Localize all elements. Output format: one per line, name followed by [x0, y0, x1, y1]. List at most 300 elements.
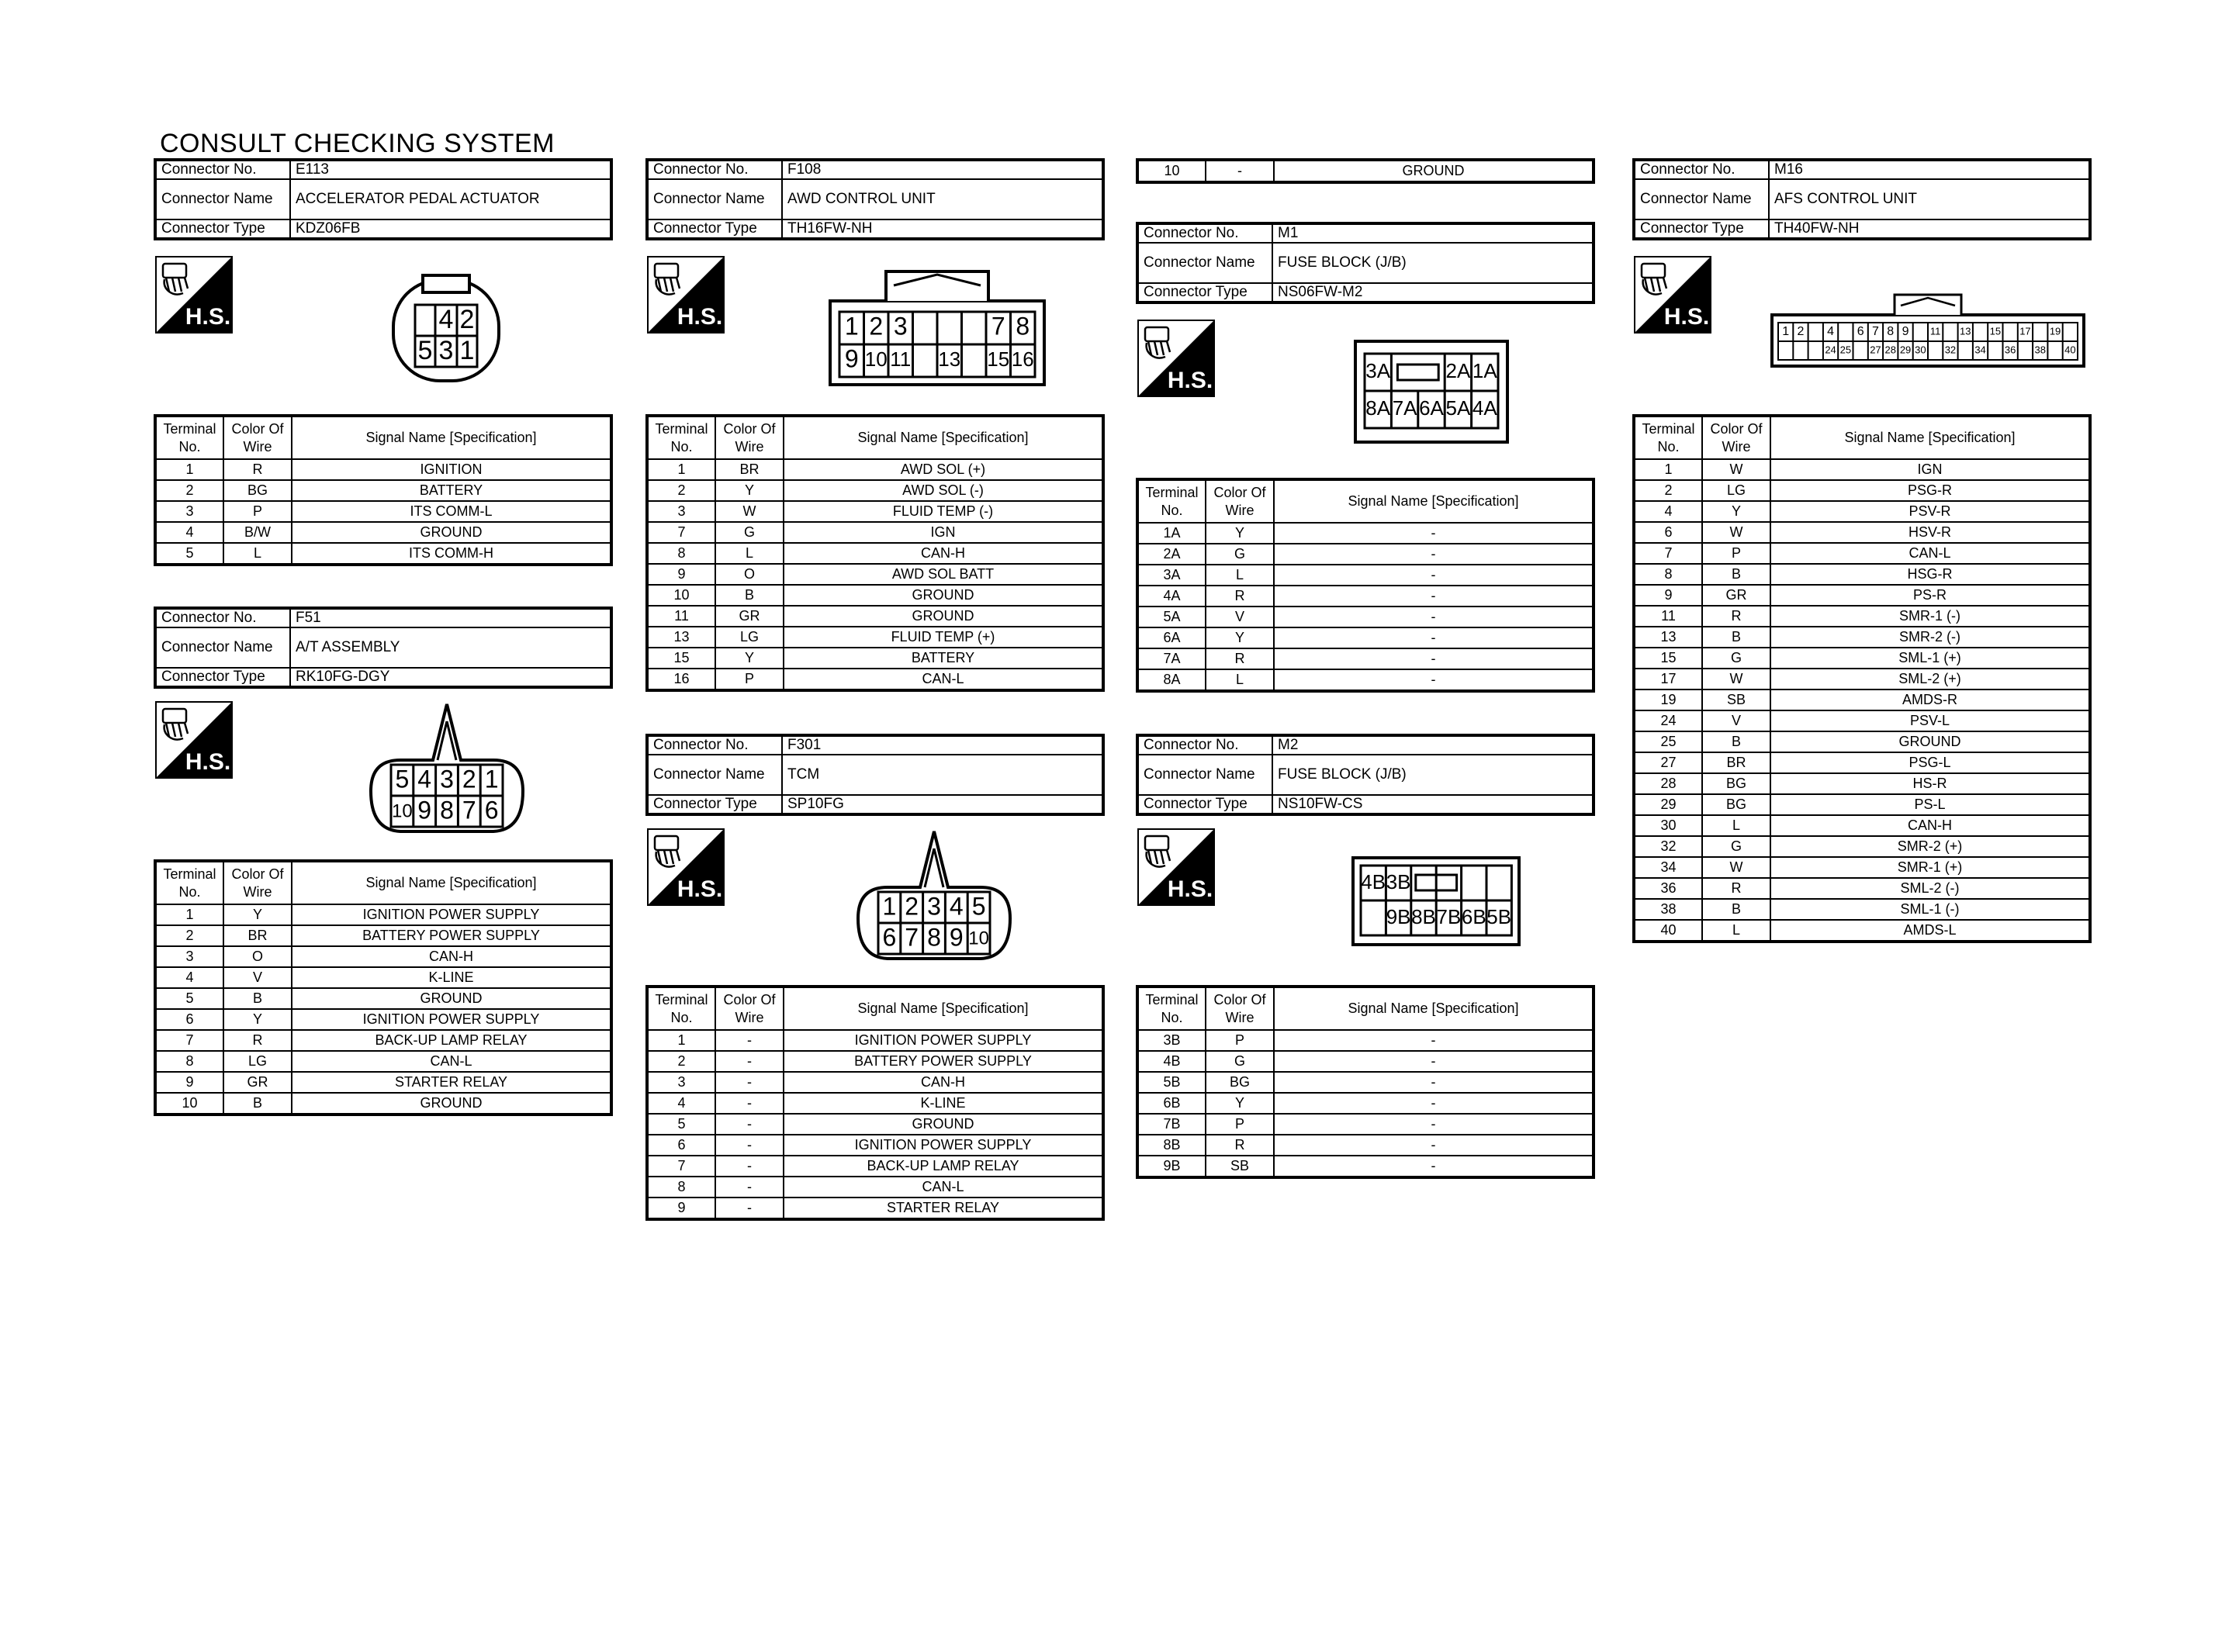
signal-name: PS-R [1770, 585, 2090, 606]
wire-color: Y [1206, 1093, 1274, 1114]
terminal-no: 36 [1634, 878, 1702, 899]
terminal-no: 4 [1634, 501, 1702, 522]
pin-label: 11 [890, 347, 912, 371]
terminal-no: 3A [1137, 565, 1206, 586]
page-title: CONSULT CHECKING SYSTEM [160, 129, 555, 158]
pin-label: 29 [1899, 344, 1912, 356]
wire-color: BG [1702, 773, 1770, 794]
pin-label: 16 [1011, 347, 1034, 371]
pin-label: 1A [1472, 358, 1497, 382]
wire-color: V [223, 967, 292, 988]
label-connector-name: Connector Name [155, 627, 290, 668]
connector-type: NS10FW-CS [1272, 795, 1594, 814]
terminal-no: 4 [155, 967, 223, 988]
table-row [647, 1093, 1103, 1114]
table-row [155, 501, 611, 522]
th-color: Color Of Wire [715, 987, 784, 1030]
pin-label: 6B [1461, 904, 1486, 928]
table-row [1137, 565, 1594, 586]
pin-label: 24 [1825, 344, 1836, 356]
th-signal: Signal Name [Specification] [784, 416, 1103, 459]
wire-color: - [715, 1198, 784, 1219]
signal-name: IGN [784, 522, 1103, 543]
table-row [155, 480, 611, 501]
signal-name: GROUND [784, 585, 1103, 606]
terminal-no: 6A [1137, 627, 1206, 648]
wire-color: P [1206, 1114, 1274, 1135]
pin-label: 8B [1411, 904, 1436, 928]
th-terminal: Terminal No. [647, 416, 715, 459]
table-row [647, 459, 1103, 480]
connector-no: M2 [1272, 735, 1594, 755]
connector-diagram-m16 [1770, 292, 2085, 369]
label-connector-no: Connector No. [1634, 160, 1769, 179]
terminal-no: 7 [1634, 543, 1702, 564]
wire-color: B [1702, 564, 1770, 585]
pin-label: 5 [417, 335, 433, 365]
signal-name: GROUND [1274, 160, 1594, 182]
wire-color: W [1702, 669, 1770, 689]
table-row [155, 967, 611, 988]
terminal-no: 2 [1634, 480, 1702, 501]
terminal-no: 10 [647, 585, 715, 606]
wire-color: W [1702, 522, 1770, 543]
wire-color: L [715, 543, 784, 564]
table-row [647, 501, 1103, 522]
terminal-no: 5 [155, 988, 223, 1009]
table-row [1634, 773, 2090, 794]
connector-header-e113 [154, 158, 613, 240]
wire-color: Y [1206, 523, 1274, 544]
pin-label: 3 [893, 312, 908, 340]
terminal-no: 3B [1137, 1030, 1206, 1051]
wire-color: G [1702, 648, 1770, 669]
table-row [647, 1072, 1103, 1093]
terminal-no: 8 [155, 1051, 223, 1072]
pin-label: 30 [1915, 344, 1926, 356]
pin-label: 2 [459, 304, 475, 334]
wire-color: O [223, 946, 292, 967]
terminal-no: 5A [1137, 607, 1206, 627]
wire-color: R [1206, 586, 1274, 607]
signal-name: GROUND [784, 1114, 1103, 1135]
terminal-no: 7 [647, 1156, 715, 1177]
table-row [647, 1114, 1103, 1135]
terminal-no: 5 [155, 543, 223, 565]
connector-type: NS06FW-M2 [1272, 283, 1594, 302]
signal-name: BATTERY POWER SUPPLY [784, 1051, 1103, 1072]
table-row [1137, 1051, 1594, 1072]
pin-label: 19 [2049, 325, 2061, 337]
table-row [1137, 1030, 1594, 1051]
terminal-no: 1 [647, 1030, 715, 1051]
pin-label: 2 [905, 892, 919, 921]
connector-name: ACCELERATOR PEDAL ACTUATOR [290, 179, 611, 219]
wire-color: Y [223, 904, 292, 925]
pin-label: 9 [1902, 325, 1909, 339]
terminal-no: 1A [1137, 523, 1206, 544]
wire-color: B/W [223, 522, 292, 543]
terminal-no: 13 [1634, 627, 1702, 648]
signal-name: IGNITION POWER SUPPLY [292, 1009, 611, 1030]
wire-color: R [1206, 648, 1274, 669]
table-row [1634, 501, 2090, 522]
th-terminal: Terminal No. [155, 861, 223, 904]
terminal-no: 16 [647, 669, 715, 690]
table-row [647, 1051, 1103, 1072]
wire-color: - [1206, 160, 1274, 182]
pin-label: 1 [459, 335, 475, 365]
hs-label: H.S. [1663, 304, 1710, 330]
connector-name: FUSE BLOCK (J/B) [1272, 755, 1594, 795]
label-connector-type: Connector Type [155, 219, 290, 239]
wire-color: - [715, 1030, 784, 1051]
label-connector-name: Connector Name [1137, 755, 1272, 795]
th-terminal: Terminal No. [155, 416, 223, 459]
signal-name: - [1274, 1051, 1594, 1072]
wire-color: L [1206, 565, 1274, 586]
wire-color: BR [1702, 752, 1770, 773]
label-connector-type: Connector Type [1137, 283, 1272, 302]
wire-color: B [223, 1093, 292, 1115]
signal-name: - [1274, 1135, 1594, 1156]
terminal-no: 6B [1137, 1093, 1206, 1114]
pin-label: 10 [864, 347, 888, 371]
signal-name: AWD SOL BATT [784, 564, 1103, 585]
pin-label: 4B [1361, 869, 1386, 893]
pin-label: 13 [1960, 325, 1971, 337]
label-connector-name: Connector Name [647, 755, 782, 795]
signal-name: STARTER RELAY [784, 1198, 1103, 1219]
harness-side-icon [155, 701, 233, 779]
label-connector-no: Connector No. [155, 608, 290, 627]
terminal-no: 13 [647, 627, 715, 648]
table-row [647, 543, 1103, 564]
pin-label: 4 [1827, 325, 1835, 339]
label-connector-no: Connector No. [647, 735, 782, 755]
signal-name: SML-1 (+) [1770, 648, 2090, 669]
signal-name: HS-R [1770, 773, 2090, 794]
terminal-no: 9 [647, 564, 715, 585]
signal-name: CAN-L [784, 1177, 1103, 1198]
signal-name: AWD SOL (-) [784, 480, 1103, 501]
pin-label: 4 [949, 892, 964, 921]
signal-name: BATTERY [292, 480, 611, 501]
signal-name: IGNITION POWER SUPPLY [784, 1135, 1103, 1156]
label-connector-type: Connector Type [647, 219, 782, 239]
signal-name: GROUND [292, 522, 611, 543]
connector-diagram-f301 [856, 825, 1012, 965]
pin-label: 25 [1839, 344, 1852, 356]
pin-label: 40 [2064, 344, 2076, 356]
pin-label: 1 [484, 765, 499, 793]
wire-color: BR [715, 459, 784, 480]
connector-no: M16 [1769, 160, 2090, 179]
table-row [1634, 480, 2090, 501]
terminal-no: 7 [155, 1030, 223, 1051]
hs-label: H.S. [185, 304, 231, 330]
pin-label: 36 [2004, 344, 2016, 356]
signal-name: - [1274, 544, 1594, 565]
label-connector-name: Connector Name [155, 179, 290, 219]
pin-label: 10 [392, 800, 413, 822]
terminal-no: 2 [155, 480, 223, 501]
terminal-no: 4A [1137, 586, 1206, 607]
wire-color: B [715, 585, 784, 606]
pin-label: 5 [395, 765, 410, 793]
label-connector-type: Connector Type [1137, 795, 1272, 814]
pin-label: 4 [438, 304, 454, 334]
pin-label: 34 [1974, 344, 1986, 356]
wire-color: R [1702, 606, 1770, 627]
signal-name: - [1274, 627, 1594, 648]
terminal-no: 2 [155, 925, 223, 946]
pin-label: 8 [1887, 325, 1895, 339]
table-row [1634, 836, 2090, 857]
connector-diagram-e113 [392, 274, 500, 382]
pin-label: 7 [991, 312, 1005, 340]
signal-name: BACK-UP LAMP RELAY [292, 1030, 611, 1051]
connector-no: M1 [1272, 223, 1594, 243]
wire-color: - [715, 1051, 784, 1072]
pin-label: 7A [1392, 396, 1417, 420]
wire-color: B [1702, 899, 1770, 920]
wire-color: Y [223, 1009, 292, 1030]
table-row [1634, 920, 2090, 942]
harness-side-icon [647, 256, 725, 334]
wire-color: GR [1702, 585, 1770, 606]
pin-label: 8 [440, 796, 454, 824]
wire-color: - [715, 1177, 784, 1198]
connector-type: KDZ06FB [290, 219, 611, 239]
table-row [1634, 585, 2090, 606]
table-row [1634, 689, 2090, 710]
table-row [1634, 459, 2090, 480]
hs-label: H.S. [1167, 876, 1213, 902]
wire-color: V [1702, 710, 1770, 731]
wire-color: L [1702, 815, 1770, 836]
connector-diagram-f51 [369, 698, 524, 838]
wire-color: L [223, 543, 292, 565]
wire-color: Y [715, 480, 784, 501]
signal-name: FLUID TEMP (-) [784, 501, 1103, 522]
hs-label: H.S. [1167, 368, 1213, 393]
connector-diagram-m2 [1351, 856, 1521, 946]
terminal-no: 9B [1137, 1156, 1206, 1177]
table-row [647, 627, 1103, 648]
signal-name: CAN-H [1770, 815, 2090, 836]
wire-color: - [715, 1072, 784, 1093]
wire-color: W [1702, 459, 1770, 480]
connector-name: AWD CONTROL UNIT [782, 179, 1103, 219]
terminal-no: 25 [1634, 731, 1702, 752]
table-row [1137, 627, 1594, 648]
connector-no: F108 [782, 160, 1103, 179]
signal-name: - [1274, 1072, 1594, 1093]
pin-label: 7 [462, 796, 476, 824]
terminal-no: 1 [155, 904, 223, 925]
terminal-no: 34 [1634, 857, 1702, 878]
label-connector-type: Connector Type [155, 668, 290, 687]
wire-color: SB [1702, 689, 1770, 710]
terminal-no: 5 [647, 1114, 715, 1135]
signal-name: PS-L [1770, 794, 2090, 815]
th-color: Color Of Wire [715, 416, 784, 459]
signal-name: IGNITION POWER SUPPLY [784, 1030, 1103, 1051]
wire-color: P [1206, 1030, 1274, 1051]
pin-label: 17 [2019, 325, 2031, 337]
pin-label: 10 [968, 928, 989, 949]
table-row [1137, 523, 1594, 544]
table-row [155, 1051, 611, 1072]
terminal-no: 7B [1137, 1114, 1206, 1135]
table-row [1634, 648, 2090, 669]
table-row [1634, 857, 2090, 878]
signal-name: IGNITION POWER SUPPLY [292, 904, 611, 925]
wire-color: W [1702, 857, 1770, 878]
pin-label: 1 [1782, 325, 1790, 339]
terminal-no: 29 [1634, 794, 1702, 815]
signal-name: - [1274, 565, 1594, 586]
signal-name: - [1274, 586, 1594, 607]
table-row [155, 1030, 611, 1051]
table-row [647, 648, 1103, 669]
signal-table-f301 [645, 985, 1105, 1221]
harness-side-icon [1137, 320, 1215, 397]
wire-color: G [1702, 836, 1770, 857]
table-row [1634, 878, 2090, 899]
terminal-no: 32 [1634, 836, 1702, 857]
pin-label: 3 [438, 335, 454, 365]
signal-name: SMR-1 (-) [1770, 606, 2090, 627]
wire-color: R [1206, 1135, 1274, 1156]
table-row [155, 1072, 611, 1093]
pin-label: 1 [844, 312, 859, 340]
wire-color: W [715, 501, 784, 522]
signal-name: ITS COMM-H [292, 543, 611, 565]
table-row [1634, 606, 2090, 627]
connector-name: A/T ASSEMBLY [290, 627, 611, 668]
pin-label: 7B [1436, 904, 1462, 928]
terminal-no: 4 [155, 522, 223, 543]
table-row [1634, 669, 2090, 689]
hs-label: H.S. [677, 876, 723, 902]
wire-color: BG [1702, 794, 1770, 815]
terminal-no: 30 [1634, 815, 1702, 836]
wire-color: V [1206, 607, 1274, 627]
terminal-no: 8A [1137, 669, 1206, 691]
wire-color: L [1206, 669, 1274, 691]
table-row [1634, 522, 2090, 543]
wire-color: LG [223, 1051, 292, 1072]
table-row [1634, 752, 2090, 773]
th-signal: Signal Name [Specification] [292, 416, 611, 459]
signal-name: FLUID TEMP (+) [784, 627, 1103, 648]
pin-label: 2 [869, 312, 884, 340]
terminal-no: 10 [155, 1093, 223, 1115]
pin-label: 6A [1419, 396, 1444, 420]
wire-color: - [715, 1093, 784, 1114]
connector-no: F301 [782, 735, 1103, 755]
signal-name: AMDS-L [1770, 920, 2090, 942]
pin-label: 5A [1445, 396, 1471, 420]
wire-color: BR [223, 925, 292, 946]
table-row [647, 669, 1103, 690]
label-connector-type: Connector Type [1634, 219, 1769, 239]
terminal-no: 11 [647, 606, 715, 627]
connector-type: TH16FW-NH [782, 219, 1103, 239]
pin-label: 9 [949, 923, 964, 952]
wire-color: G [1206, 1051, 1274, 1072]
connector-header-f108 [645, 158, 1105, 240]
th-signal: Signal Name [Specification] [1274, 987, 1594, 1030]
connector-header-f51 [154, 607, 613, 689]
signal-table-m16 [1632, 414, 2092, 943]
terminal-no: 8 [647, 1177, 715, 1198]
terminal-no: 4B [1137, 1051, 1206, 1072]
wire-color: P [1702, 543, 1770, 564]
wire-color: - [715, 1135, 784, 1156]
wire-color: BG [223, 480, 292, 501]
signal-name: GROUND [292, 988, 611, 1009]
table-row [1634, 899, 2090, 920]
table-row [155, 946, 611, 967]
connector-header-m16 [1632, 158, 2092, 240]
signal-name: CAN-H [784, 1072, 1103, 1093]
terminal-no: 4 [647, 1093, 715, 1114]
signal-name: BATTERY POWER SUPPLY [292, 925, 611, 946]
terminal-no: 10 [1137, 160, 1206, 182]
wire-color: - [715, 1114, 784, 1135]
terminal-no: 38 [1634, 899, 1702, 920]
wire-color: Y [1702, 501, 1770, 522]
signal-name: STARTER RELAY [292, 1072, 611, 1093]
connector-header-m1 [1136, 222, 1595, 304]
harness-side-icon [1137, 828, 1215, 906]
harness-side-icon [155, 256, 233, 334]
th-terminal: Terminal No. [1137, 987, 1206, 1030]
table-row [1137, 1072, 1594, 1093]
signal-name: SML-1 (-) [1770, 899, 2090, 920]
table-row [1634, 710, 2090, 731]
terminal-no: 9 [647, 1198, 715, 1219]
table-row [1137, 1114, 1594, 1135]
table-row [1137, 648, 1594, 669]
table-row [647, 522, 1103, 543]
terminal-no: 1 [647, 459, 715, 480]
wire-color: B [1702, 627, 1770, 648]
table-row [1137, 607, 1594, 627]
table-row [647, 585, 1103, 606]
table-row [1137, 544, 1594, 565]
table-row [1634, 543, 2090, 564]
wire-color: SB [1206, 1156, 1274, 1177]
table-row [1137, 1093, 1594, 1114]
pin-label: 8 [1016, 312, 1030, 340]
table-row [1634, 564, 2090, 585]
signal-name: IGN [1770, 459, 2090, 480]
pin-label: 4 [417, 765, 432, 793]
pin-label: 28 [1884, 344, 1896, 356]
connector-name: TCM [782, 755, 1103, 795]
terminal-no: 5B [1137, 1072, 1206, 1093]
label-connector-name: Connector Name [647, 179, 782, 219]
pin-label: 8 [927, 923, 941, 952]
pin-label: 3 [927, 892, 941, 921]
table-row [155, 459, 611, 480]
table-row [1634, 794, 2090, 815]
table-row [647, 564, 1103, 585]
